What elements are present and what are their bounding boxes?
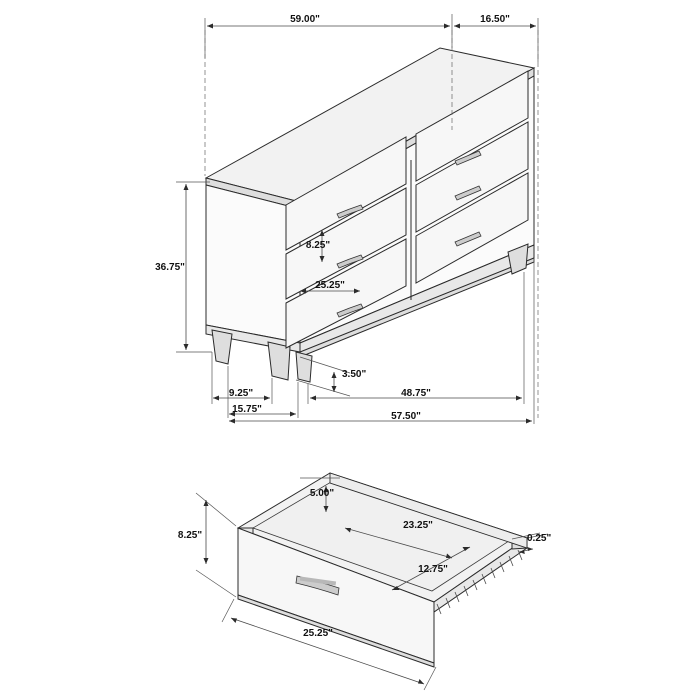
dim-drawer-side-height: 8.25" — [177, 530, 203, 541]
dim-top-depth: 16.50" — [480, 14, 510, 25]
dim-drawer-interior-height: 5.00" — [309, 488, 335, 499]
dim-leg-height: 3.50" — [342, 369, 367, 380]
dim-drawer-interior-depth: 12.75" — [418, 564, 448, 575]
dim-drawer-face-height: 8.25" — [305, 240, 331, 251]
drawer-detail-view — [178, 473, 552, 690]
dim-base-depth: 15.75" — [232, 404, 262, 415]
dim-drawer-front-width: 25.25" — [303, 628, 333, 639]
dim-base-inner-width: 48.75" — [401, 388, 431, 399]
dresser-perspective-view — [155, 14, 538, 424]
dim-base-width: 57.50" — [391, 411, 421, 422]
dim-leg-inset-front: 9.25" — [228, 388, 254, 399]
dim-drawer-thickness: 0.25" — [527, 533, 552, 544]
dim-overall-height: 36.75" — [155, 262, 185, 273]
dim-drawer-face-width: 25.25" — [315, 280, 345, 291]
dim-drawer-interior-width: 23.25" — [403, 520, 433, 531]
dim-top-width: 59.00" — [290, 14, 320, 25]
